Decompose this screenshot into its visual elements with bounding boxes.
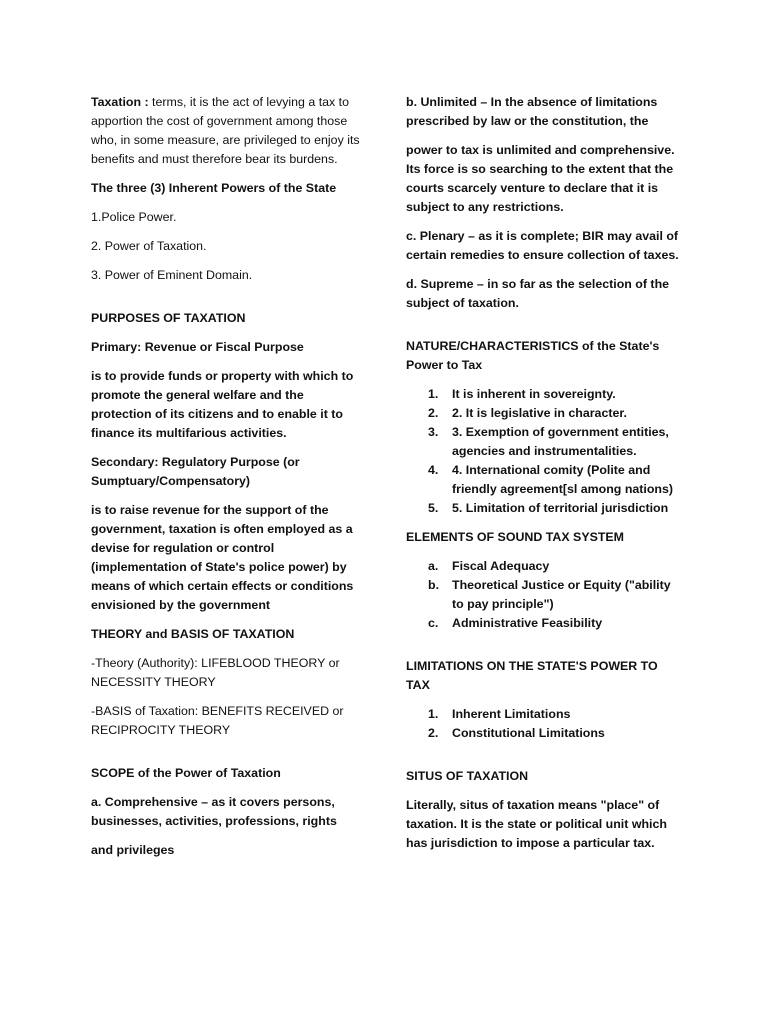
power-item-police: 1.Police Power. bbox=[91, 210, 177, 224]
nature-heading: NATURE/CHARACTERISTICS of the State's Power to Tax bbox=[406, 339, 660, 372]
list-item-text: Inherent Limitations bbox=[452, 707, 571, 721]
list-item bbox=[406, 461, 682, 499]
list-item bbox=[406, 576, 682, 614]
right-column bbox=[406, 93, 682, 863]
list-marker: 2. bbox=[428, 406, 439, 420]
list-item bbox=[406, 614, 682, 633]
purposes-heading: PURPOSES OF TAXATION bbox=[91, 311, 246, 325]
list-item-text: Fiscal Adequacy bbox=[452, 559, 550, 573]
list-item-text: Constitutional Limitations bbox=[452, 726, 605, 740]
scope-heading: SCOPE of the Power of Taxation bbox=[91, 766, 281, 780]
power-item-taxation: 2. Power of Taxation. bbox=[91, 239, 207, 253]
basis-line bbox=[91, 702, 363, 740]
situs-text: Literally, situs of taxation means "place" of taxation. It is the state or political unit which has jurisdiction to impose a particular tax. bbox=[406, 798, 667, 850]
list-marker: 1. bbox=[428, 387, 439, 401]
list-item bbox=[406, 705, 682, 724]
limitations-heading: LIMITATIONS ON THE STATE'S POWER TO TAX bbox=[406, 659, 658, 692]
list-item-text: 5. Limitation of territorial jurisdiction bbox=[452, 501, 669, 515]
list-marker: a. bbox=[428, 559, 439, 573]
list-marker: 1. bbox=[428, 707, 439, 721]
scope-plenary: c. Plenary – as it is complete; BIR may avail of certain remedies to ensure collection of taxes. bbox=[406, 229, 679, 262]
secondary-purpose-text: is to raise revenue for the support of the government, taxation is often employed as a devise for regulation or control (implementation of State's police power) by means of which certain effects or conditions envisioned by the government bbox=[91, 503, 354, 612]
taxation-definition bbox=[91, 93, 363, 169]
list-item-text: 4. International comity (Polite and friendly agreement[sl among nations) bbox=[452, 463, 674, 496]
list-item bbox=[406, 724, 682, 743]
situs-heading: SITUS OF TAXATION bbox=[406, 769, 529, 783]
list-item bbox=[406, 423, 682, 461]
basis-text: BENEFITS RECEIVED or RECIPROCITY THEORY bbox=[91, 704, 344, 737]
scope-unlimited: b. Unlimited – In the absence of limitations prescribed by law or the constitution, the bbox=[406, 95, 658, 128]
elements-heading: ELEMENTS OF SOUND TAX SYSTEM bbox=[406, 530, 624, 544]
theory-line bbox=[91, 654, 363, 692]
limitations-list bbox=[406, 705, 682, 743]
theory-basis-heading: THEORY and BASIS OF TAXATION bbox=[91, 627, 295, 641]
primary-purpose-text: is to provide funds or property with which to promote the general welfare and the protection of its citizens and to enable it to finance its multifarious activities. bbox=[91, 369, 354, 440]
left-column bbox=[91, 93, 363, 870]
list-marker: 4. bbox=[428, 463, 439, 477]
list-item bbox=[406, 404, 682, 423]
list-marker: 2. bbox=[428, 726, 439, 740]
nature-list bbox=[406, 385, 682, 518]
elements-list bbox=[406, 557, 682, 633]
secondary-purpose-heading: Secondary: Regulatory Purpose (or Sumptuary/Compensatory) bbox=[91, 455, 300, 488]
list-marker: 5. bbox=[428, 501, 439, 515]
three-powers-heading: The three (3) Inherent Powers of the State bbox=[91, 181, 337, 195]
power-item-eminent-domain: 3. Power of Eminent Domain. bbox=[91, 268, 253, 282]
list-item bbox=[406, 385, 682, 404]
taxation-definition-text: terms, it is the act of levying a tax to apportion the cost of government among those who, in some measure, are privileged to enjoy its benefits and must therefore bear its burdens. bbox=[91, 95, 360, 166]
list-marker: 3. bbox=[428, 425, 439, 439]
scope-unlimited-continued: power to tax is unlimited and comprehensive. Its force is so searching to the extent that the courts scarcely venture to declare that it is subject to any restrictions. bbox=[406, 143, 675, 214]
list-marker: c. bbox=[428, 616, 439, 630]
theory-text: LIFEBLOOD THEORY or NECESSITY THEORY bbox=[91, 656, 340, 689]
list-item bbox=[406, 557, 682, 576]
scope-comprehensive: a. Comprehensive – as it covers persons, businesses, activities, professions, rights bbox=[91, 795, 337, 828]
list-item-text: Administrative Feasibility bbox=[452, 616, 603, 630]
list-item bbox=[406, 499, 682, 518]
scope-comprehensive-continued: and privileges bbox=[91, 843, 175, 857]
basis-prefix: -BASIS of Taxation: bbox=[91, 704, 202, 718]
taxation-definition-label: Taxation : bbox=[91, 95, 149, 109]
list-item-text: Theoretical Justice or Equity ("ability to pay principle") bbox=[452, 578, 671, 611]
list-item-text: 2. It is legislative in character. bbox=[452, 406, 627, 420]
primary-purpose-heading: Primary: Revenue or Fiscal Purpose bbox=[91, 340, 304, 354]
list-item-text: 3. Exemption of government entities, agencies and instrumentalities. bbox=[452, 425, 669, 458]
scope-supreme: d. Supreme – in so far as the selection of the subject of taxation. bbox=[406, 277, 670, 310]
theory-prefix: -Theory (Authority): bbox=[91, 656, 202, 670]
list-item-text: It is inherent in sovereignty. bbox=[452, 387, 616, 401]
list-marker: b. bbox=[428, 578, 440, 592]
